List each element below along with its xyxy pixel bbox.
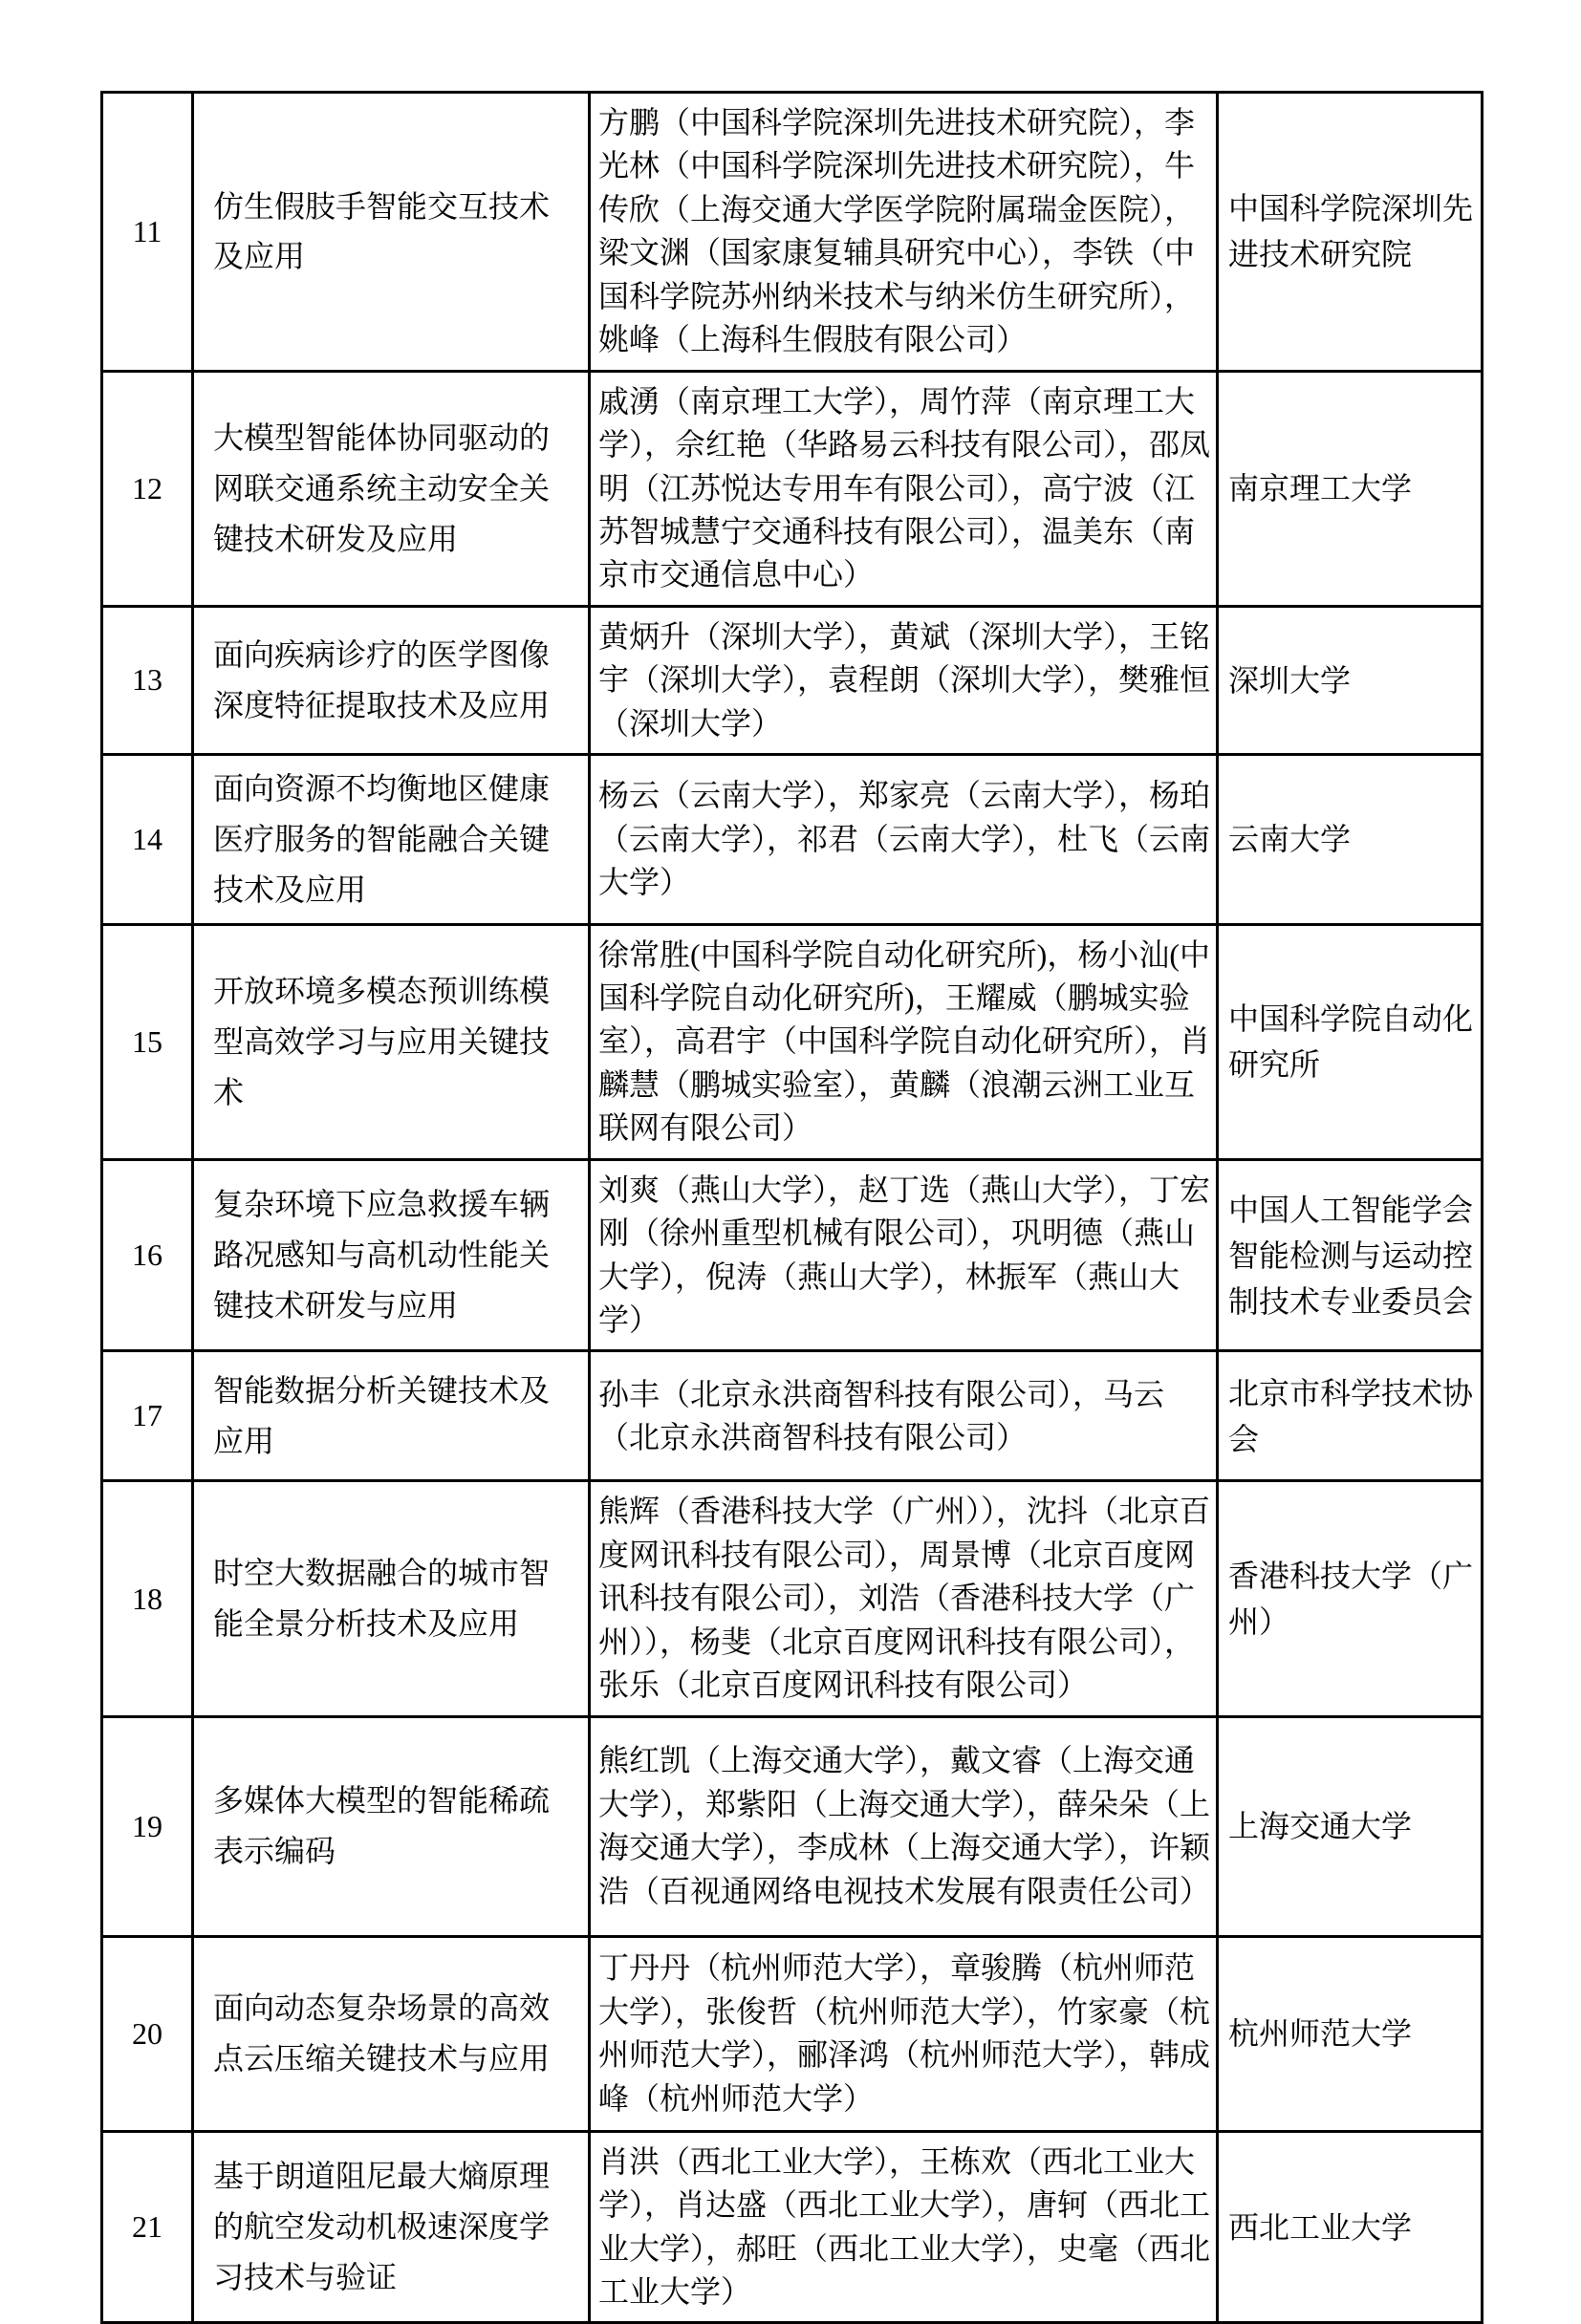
table-row [102,755,1483,924]
participants-cell: 徐常胜(中国科学院自动化研究所)，杨小汕(中国科学院自动化研究所)，王耀威（鹏城实验室），高君宇（中国科学院自动化研究所），肖麟慧（鹏城实验室），黄麟（浪潮云洲工业互联网有限公司） [590,924,1218,1159]
table-row [102,371,1483,606]
project-title: 面向资源不均衡地区健康医疗服务的智能融合关键技术及应用 [193,755,590,924]
nominator-cell: 北京市科学技术协会 [1218,1351,1483,1481]
nominator-cell: 上海交通大学 [1218,1716,1483,1936]
nominator-cell: 西北工业大学 [1218,2131,1483,2323]
nominator-cell: 云南大学 [1218,755,1483,924]
project-title: 面向动态复杂场景的高效点云压缩关键技术与应用 [193,1936,590,2131]
table-row [102,1936,1483,2131]
table-row [102,2131,1483,2323]
participants-cell: 肖洪（西北工业大学），王栋欢（西北工业大学），肖达盛（西北工业大学），唐轲（西北工业大学），郝旺（西北工业大学），史毫（西北工业大学） [590,2131,1218,2323]
participants-cell: 戚湧（南京理工大学），周竹萍（南京理工大学），佘红艳（华路易云科技有限公司），邵凤明（江苏悦达专用车有限公司），高宁波（江苏智城慧宁交通科技有限公司），温美东（南京市交通信息中心） [590,371,1218,606]
table-row [102,1716,1483,1936]
row-number: 18 [102,1481,193,1716]
participants-cell: 丁丹丹（杭州师范大学），章骏腾（杭州师范大学），张俊哲（杭州师范大学），竹家豪（杭州师范大学），郦泽鸿（杭州师范大学），韩成峰（杭州师范大学） [590,1936,1218,2131]
row-number: 14 [102,755,193,924]
participants-cell: 熊红凯（上海交通大学），戴文睿（上海交通大学），郑紫阳（上海交通大学），薛朵朵（上海交通大学），李成林（上海交通大学），许颖浩（百视通网络电视技术发展有限责任公司） [590,1716,1218,1936]
row-number: 17 [102,1351,193,1481]
table-row [102,606,1483,754]
project-title: 仿生假肢手智能交互技术及应用 [193,93,590,372]
nominator-cell: 中国人工智能学会智能检测与运动控制技术专业委员会 [1218,1159,1483,1351]
nominator-cell: 深圳大学 [1218,606,1483,754]
project-title: 复杂环境下应急救援车辆路况感知与高机动性能关键技术研发与应用 [193,1159,590,1351]
participants-cell: 方鹏（中国科学院深圳先进技术研究院），李光林（中国科学院深圳先进技术研究院），牛传欣（上海交通大学医学院附属瑞金医院），梁文渊（国家康复辅具研究中心），李铁（中国科学院苏州纳米技术与纳米仿生研究所），姚峰（上海科生假肢有限公司） [590,93,1218,372]
nominator-cell: 杭州师范大学 [1218,1936,1483,2131]
nominator-cell: 中国科学院深圳先进技术研究院 [1218,93,1483,372]
row-number: 13 [102,606,193,754]
participants-cell: 熊辉（香港科技大学（广州）），沈抖（北京百度网讯科技有限公司），周景博（北京百度网讯科技有限公司），刘浩（香港科技大学（广州）），杨斐（北京百度网讯科技有限公司），张乐（北京百度网讯科技有限公司） [590,1481,1218,1716]
project-title: 开放环境多模态预训练模型高效学习与应用关键技术 [193,924,590,1159]
nominator-cell: 中国科学院自动化研究所 [1218,924,1483,1159]
project-title: 时空大数据融合的城市智能全景分析技术及应用 [193,1481,590,1716]
project-title: 面向疾病诊疗的医学图像深度特征提取技术及应用 [193,606,590,754]
table-row [102,93,1483,372]
project-title: 大模型智能体协同驱动的网联交通系统主动安全关键技术研发及应用 [193,371,590,606]
row-number: 20 [102,1936,193,2131]
table-row [102,1159,1483,1351]
participants-cell: 杨云（云南大学），郑家亮（云南大学），杨珀（云南大学），祁君（云南大学），杜飞（云南大学） [590,755,1218,924]
row-number: 11 [102,93,193,372]
nominator-cell: 香港科技大学（广州） [1218,1481,1483,1716]
table-row [102,1481,1483,1716]
row-number: 12 [102,371,193,606]
project-title: 智能数据分析关键技术及应用 [193,1351,590,1481]
row-number: 16 [102,1159,193,1351]
row-number: 19 [102,1716,193,1936]
row-number: 21 [102,2131,193,2323]
table-row [102,1351,1483,1481]
participants-cell: 刘爽（燕山大学），赵丁选（燕山大学），丁宏刚（徐州重型机械有限公司），巩明德（燕山大学），倪涛（燕山大学），林振军（燕山大学） [590,1159,1218,1351]
project-title: 基于朗道阻尼最大熵原理的航空发动机极速深度学习技术与验证 [193,2131,590,2323]
table-row [102,924,1483,1159]
participants-cell: 黄炳升（深圳大学），黄斌（深圳大学），王铭宇（深圳大学），袁程朗（深圳大学），樊雅恒（深圳大学） [590,606,1218,754]
project-title: 多媒体大模型的智能稀疏表示编码 [193,1716,590,1936]
awards-table [100,91,1484,2324]
row-number: 15 [102,924,193,1159]
participants-cell: 孙丰（北京永洪商智科技有限公司），马云（北京永洪商智科技有限公司） [590,1351,1218,1481]
nominator-cell: 南京理工大学 [1218,371,1483,606]
